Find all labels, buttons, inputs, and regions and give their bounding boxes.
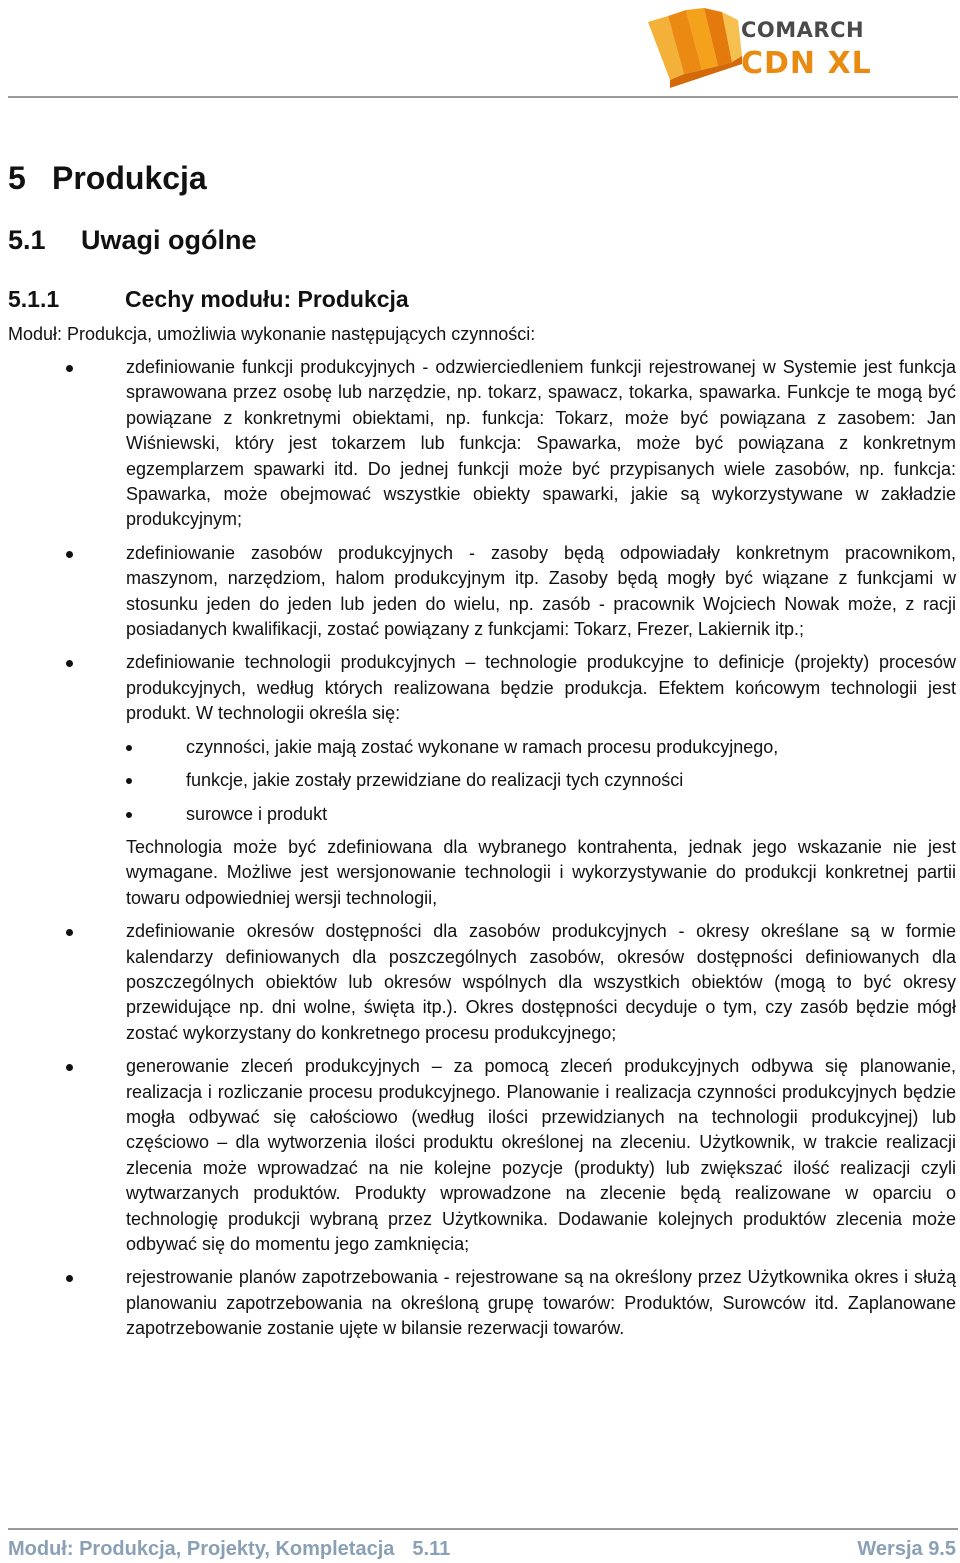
logo-brand-text: COMARCH <box>741 18 865 42</box>
sub-list-item-text: czynności, jakie mają zostać wykonane w ramach procesu produkcyjnego, <box>186 736 779 757</box>
bullet-icon <box>66 660 73 667</box>
footer-version: Wersja 9.5 <box>857 1538 956 1560</box>
footer-page-number: 5.11 <box>412 1538 451 1560</box>
heading-section <box>8 225 257 256</box>
footer-left <box>8 1538 450 1561</box>
list-item <box>0 919 960 1046</box>
page-header <box>8 0 958 98</box>
sub-bullet-icon <box>126 778 132 784</box>
bullet-icon <box>66 551 73 558</box>
list-item-text: rejestrowanie planów zapotrzebowania - rejestrowane są na określony przez Użytkownika okres i służą planowaniu zapotrzebowania na określoną grupę towarów: Produktów, Surowców itd. Zaplanowane zapotrzebowanie zostanie ujęte w bilansie rezerwacji towarów. <box>126 1267 956 1339</box>
bullet-icon <box>66 929 73 936</box>
heading-subsection <box>8 286 409 313</box>
sub-bullet-icon <box>126 745 132 751</box>
list-item-text: generowanie zleceń produkcyjnych – za pomocą zleceń produkcyjnych odbywa się planowanie, realizacja i rozliczanie procesu produkcyjnego. Planowanie i realizacja czynności produkcyjnych będzie mogła odbywać się całościowo (według ilości przewidzianych na technologii produkcyjnej) lub częściowo – dla wytworzenia ilości produktu określonej na zleceniu. Użytkownik, w trakcie realizacji zlecenia może wprowadzać na nie kolejne pozycje (produkty) lub zwiększać ilość realizacji czyli wytwarzanych produktów. Produkty wprowadzone na zlecenie będą realizowane w oparciu o technologię produkcji wybraną przez Użytkownika. Dodawanie kolejnych produktów zlecenia może odbywać się do momentu jego zamknięcia; <box>126 1056 956 1254</box>
bullet-icon <box>66 1275 73 1282</box>
list-item <box>0 355 960 533</box>
list-item <box>0 541 960 643</box>
bullet-icon <box>66 365 73 372</box>
sub-list-item <box>0 802 960 827</box>
feature-list <box>0 355 960 1342</box>
heading-subsection-number: 5.1.1 <box>8 286 60 312</box>
heading-chapter-number: 5 <box>8 160 26 196</box>
list-item <box>0 1265 960 1341</box>
list-item-text: zdefiniowanie okresów dostępności dla zasobów produkcyjnych - okresy określane są w formie kalendarzy definiowanych dla poszczególnych zasobów, okresów dostępności definiowanych dla poszczególnych obiektów lub okresów wspólnych dla wszystkich obiektów (mogą to być okresy przewidujące np. dni wolne, święta itp.). Okres dostępności decyduje o tym, czy zasób będzie mógł zostać wykorzystany do konkretnego procesu produkcyjnego; <box>126 921 956 1043</box>
sub-list-item-text: surowce i produkt <box>186 803 328 824</box>
list-item <box>0 1054 960 1257</box>
intro-paragraph: Moduł: Produkcja, umożliwia wykonanie następujących czynności: <box>8 324 536 344</box>
page-footer <box>8 1528 958 1560</box>
list-item-text: zdefiniowanie funkcji produkcyjnych - odzwierciedleniem funkcji rejestrowanej w Systemie jest funkcja sprawowana przez osobę lub narzędzie, np. tokarz, spawacz, tokarka, spawarka. Funkcje te mogą być powiązane z konkretnymi obiektami, np. funkcja: Tokarz, może być powiązana z zasobem: Jan Wiśniewski, który jest tokarzem lub funkcja: Spawarka, może być powiązana z konkretnym egzemplarzem spawarki itd. Do jednej funkcji może być przypisanych wiele zasobów, np. funkcja: Spawarka, może obejmować wszystkie obiekty spawarki, jakie są wykorzystywane w zakładzie produkcyjnym; <box>126 357 956 530</box>
heading-subsection-text: Cechy modułu: Produkcja <box>125 286 409 312</box>
comarch-logo-mark-icon <box>646 8 746 88</box>
footer-module: Moduł: Produkcja, Projekty, Kompletacja <box>8 1538 395 1560</box>
sub-bullet-icon <box>126 812 132 818</box>
sub-list-item <box>0 735 960 760</box>
technology-note: Technologia może być zdefiniowana dla wybranego kontrahenta, jednak jego wskazanie nie jest wymagane. Możliwe jest wersjonowanie technologii i wykorzystywanie do produkcji konkretnej partii towaru odpowiedniej wersji technologii, <box>126 836 956 908</box>
logo-product-text: CDN XL <box>741 46 872 81</box>
sub-list-item <box>0 768 960 793</box>
sub-list-item-text: funkcje, jakie zostały przewidziane do realizacji tych czynności <box>186 770 684 791</box>
heading-section-text: Uwagi ogólne <box>81 225 257 255</box>
comarch-cdn-xl-logo <box>646 8 876 88</box>
heading-chapter <box>8 160 207 197</box>
list-item <box>0 650 960 726</box>
list-item-text: zdefiniowanie zasobów produkcyjnych - zasoby będą odpowiadały konkretnym pracownikom, maszynom, narzędziom, halom produkcyjnym itp. Zasoby będą mogły być wiązane z funkcjami w stosunku jeden do jeden lub jeden do wielu, np. zasób - pracownik Wojciech Nowak może, z racji posiadanych kwalifikacji, zostać powiązany z funkcjami: Tokarz, Frezer, Lakiernik itp.; <box>126 542 956 640</box>
list-item-text: zdefiniowanie technologii produkcyjnych – technologie produkcyjne to definicje (projekty) procesów produkcyjnych, według których realizowana będzie produkcja. Efektem końcowym technologii jest produkt. W technologii określa się: <box>126 652 956 724</box>
heading-section-number: 5.1 <box>8 225 46 255</box>
bullet-icon <box>66 1064 73 1071</box>
heading-chapter-text: Produkcja <box>52 160 207 196</box>
